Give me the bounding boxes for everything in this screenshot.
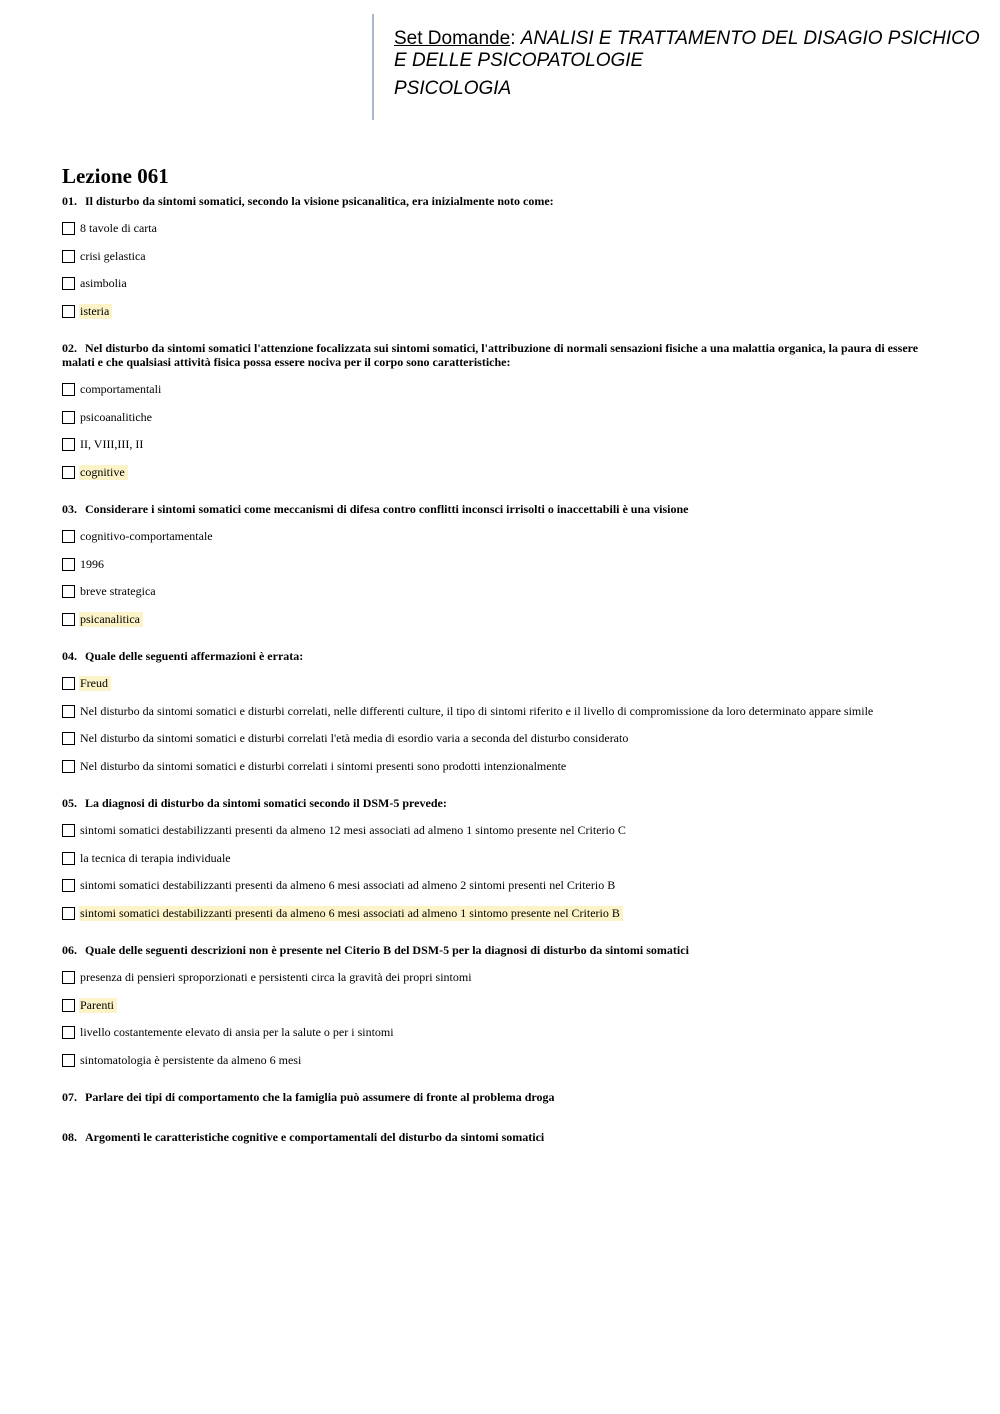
answer-option[interactable] (62, 753, 942, 781)
question-number: 01. (62, 194, 77, 208)
option-checkbox[interactable] (62, 558, 75, 571)
option-checkbox[interactable] (62, 824, 75, 837)
option-checkbox[interactable] (62, 971, 75, 984)
option-checkbox[interactable] (62, 879, 75, 892)
question-text (62, 943, 942, 957)
answer-option-correct[interactable] (62, 900, 942, 928)
option-label: psicoanalitiche (80, 409, 152, 424)
open-question (62, 1090, 942, 1104)
header-title-line (394, 28, 992, 72)
answer-option[interactable] (62, 1047, 942, 1075)
option-label: crisi gelastica (80, 248, 146, 263)
question-text (62, 796, 942, 810)
question-number: 04. (62, 649, 77, 663)
option-checkbox[interactable] (62, 530, 75, 543)
answer-option[interactable] (62, 376, 942, 404)
option-label: Freud (79, 676, 111, 691)
header-label: Set Domande (394, 28, 511, 49)
open-question (62, 1130, 942, 1144)
question-number: 03. (62, 502, 77, 516)
option-label: 8 tavole di carta (80, 221, 157, 236)
answer-option[interactable] (62, 964, 942, 992)
option-label: sintomatologia è persistente da almeno 6 mesi (80, 1052, 302, 1067)
answer-option-correct[interactable] (62, 606, 942, 634)
question-text (62, 194, 942, 208)
option-label: sintomi somatici destabilizzanti presenti da almeno 6 mesi associati ad almeno 1 sintomo presente nel Criterio B (79, 906, 623, 921)
answer-option[interactable] (62, 578, 942, 606)
option-checkbox[interactable] (62, 760, 75, 773)
option-label: Nel disturbo da sintomi somatici e disturbi correlati, nelle differenti culture, il tipo di sintomi riferito e il livello di compromissione da loro determinato appare simile (80, 703, 874, 718)
option-checkbox[interactable] (62, 438, 75, 451)
answer-option[interactable] (62, 243, 942, 271)
question-block (62, 649, 942, 780)
question-number: 05. (62, 796, 77, 810)
option-label: presenza di pensieri sproporzionati e persistenti circa la gravità dei propri sintomi (80, 970, 472, 985)
answer-option[interactable] (62, 817, 942, 845)
option-checkbox[interactable] (62, 852, 75, 865)
document-content (62, 164, 942, 1170)
question-block (62, 341, 942, 486)
question-number: 02. (62, 341, 77, 355)
option-checkbox[interactable] (62, 222, 75, 235)
answer-option-correct[interactable] (62, 298, 942, 326)
question-number: 06. (62, 943, 77, 957)
answer-option[interactable] (62, 270, 942, 298)
question-prompt: Il disturbo da sintomi somatici, secondo la visione psicanalitica, era inizialmente noto come: (85, 194, 554, 208)
answer-option-correct[interactable] (62, 459, 942, 487)
question-number: 07. (62, 1090, 77, 1104)
option-label: II, VIII,III, II (80, 437, 144, 452)
option-label: sintomi somatici destabilizzanti presenti da almeno 12 mesi associati ad almeno 1 sintomo presente nel Criterio C (80, 823, 626, 838)
answer-option[interactable] (62, 725, 942, 753)
question-prompt: Quale delle seguenti descrizioni non è presente nel Citerio B del DSM-5 per la diagnosi di disturbo da sintomi somatici (85, 943, 689, 957)
option-label: Nel disturbo da sintomi somatici e disturbi correlati i sintomi presenti sono prodotti intenzionalmente (80, 758, 567, 773)
question-block (62, 194, 942, 325)
question-prompt: Quale delle seguenti affermazioni è errata: (85, 649, 304, 663)
option-checkbox[interactable] (62, 305, 75, 318)
option-label: Nel disturbo da sintomi somatici e disturbi correlati l'età media di esordio varia a seconda del disturbo considerato (80, 731, 629, 746)
course-title: ANALISI E TRATTAMENTO DEL DISAGIO PSICHICO E DELLE PSICOPATOLOGIE (394, 28, 980, 71)
lesson-title: Lezione 061 (62, 164, 169, 188)
question-text (62, 649, 942, 663)
option-label: psicanalitica (79, 612, 143, 627)
option-label: breve strategica (80, 584, 156, 599)
option-checkbox[interactable] (62, 466, 75, 479)
option-label: cognitive (79, 465, 128, 480)
answer-option[interactable] (62, 698, 942, 726)
answer-option[interactable] (62, 845, 942, 873)
subject-name: PSICOLOGIA (394, 78, 512, 99)
option-checkbox[interactable] (62, 411, 75, 424)
option-label: livello costantemente elevato di ansia per la salute o per i sintomi (80, 1025, 394, 1040)
answer-option[interactable] (62, 872, 942, 900)
option-label: cognitivo-comportamentale (80, 529, 213, 544)
question-prompt: Nel disturbo da sintomi somatici l'attenzione focalizzata sui sintomi somatici, l'attribuzione di normali sensazioni fisiche a una malattia organica, la paura di essere malati e che qualsiasi attività fisica possa essere nociva per il corpo sono caratteristiche: (62, 341, 919, 369)
question-prompt: La diagnosi di disturbo da sintomi somatici secondo il DSM-5 prevede: (85, 796, 447, 810)
header-separator: : (510, 28, 521, 49)
option-label: asimbolia (80, 276, 127, 291)
option-checkbox[interactable] (62, 1054, 75, 1067)
answer-option-correct[interactable] (62, 670, 942, 698)
option-checkbox[interactable] (62, 907, 75, 920)
option-label: sintomi somatici destabilizzanti presenti da almeno 6 mesi associati ad almeno 2 sintomi presenti nel Criterio B (80, 878, 616, 893)
option-label: la tecnica di terapia individuale (80, 850, 231, 865)
document-header (372, 14, 994, 120)
answer-option-correct[interactable] (62, 992, 942, 1020)
option-label: comportamentali (80, 382, 162, 397)
option-checkbox[interactable] (62, 277, 75, 290)
question-prompt: Parlare dei tipi di comportamento che la famiglia può assumere di fronte al problema droga (85, 1090, 555, 1104)
option-label: 1996 (80, 556, 104, 571)
option-label: Parenti (79, 998, 117, 1013)
question-number: 08. (62, 1130, 77, 1144)
answer-option[interactable] (62, 1019, 942, 1047)
answer-option[interactable] (62, 404, 942, 432)
option-checkbox[interactable] (62, 250, 75, 263)
question-prompt: Considerare i sintomi somatici come meccanismi di difesa contro conflitti inconsci irrisolti o inaccettabili è una visione (85, 502, 689, 516)
question-text (62, 502, 942, 516)
option-checkbox[interactable] (62, 705, 75, 718)
option-checkbox[interactable] (62, 732, 75, 745)
question-prompt: Argomenti le caratteristiche cognitive e comportamentali del disturbo da sintomi somatici (85, 1130, 545, 1144)
option-checkbox[interactable] (62, 999, 75, 1012)
question-block (62, 943, 942, 1074)
question-list (62, 194, 942, 1074)
question-text (62, 341, 942, 369)
option-label: isteria (79, 304, 112, 319)
option-checkbox[interactable] (62, 585, 75, 598)
option-checkbox[interactable] (62, 677, 75, 690)
question-block (62, 796, 942, 927)
option-checkbox[interactable] (62, 383, 75, 396)
question-block (62, 502, 942, 633)
answer-option[interactable] (62, 215, 942, 243)
option-checkbox[interactable] (62, 613, 75, 626)
answer-option[interactable] (62, 431, 942, 459)
open-question-list (62, 1090, 942, 1144)
option-checkbox[interactable] (62, 1026, 75, 1039)
answer-option[interactable] (62, 523, 942, 551)
answer-option[interactable] (62, 551, 942, 579)
